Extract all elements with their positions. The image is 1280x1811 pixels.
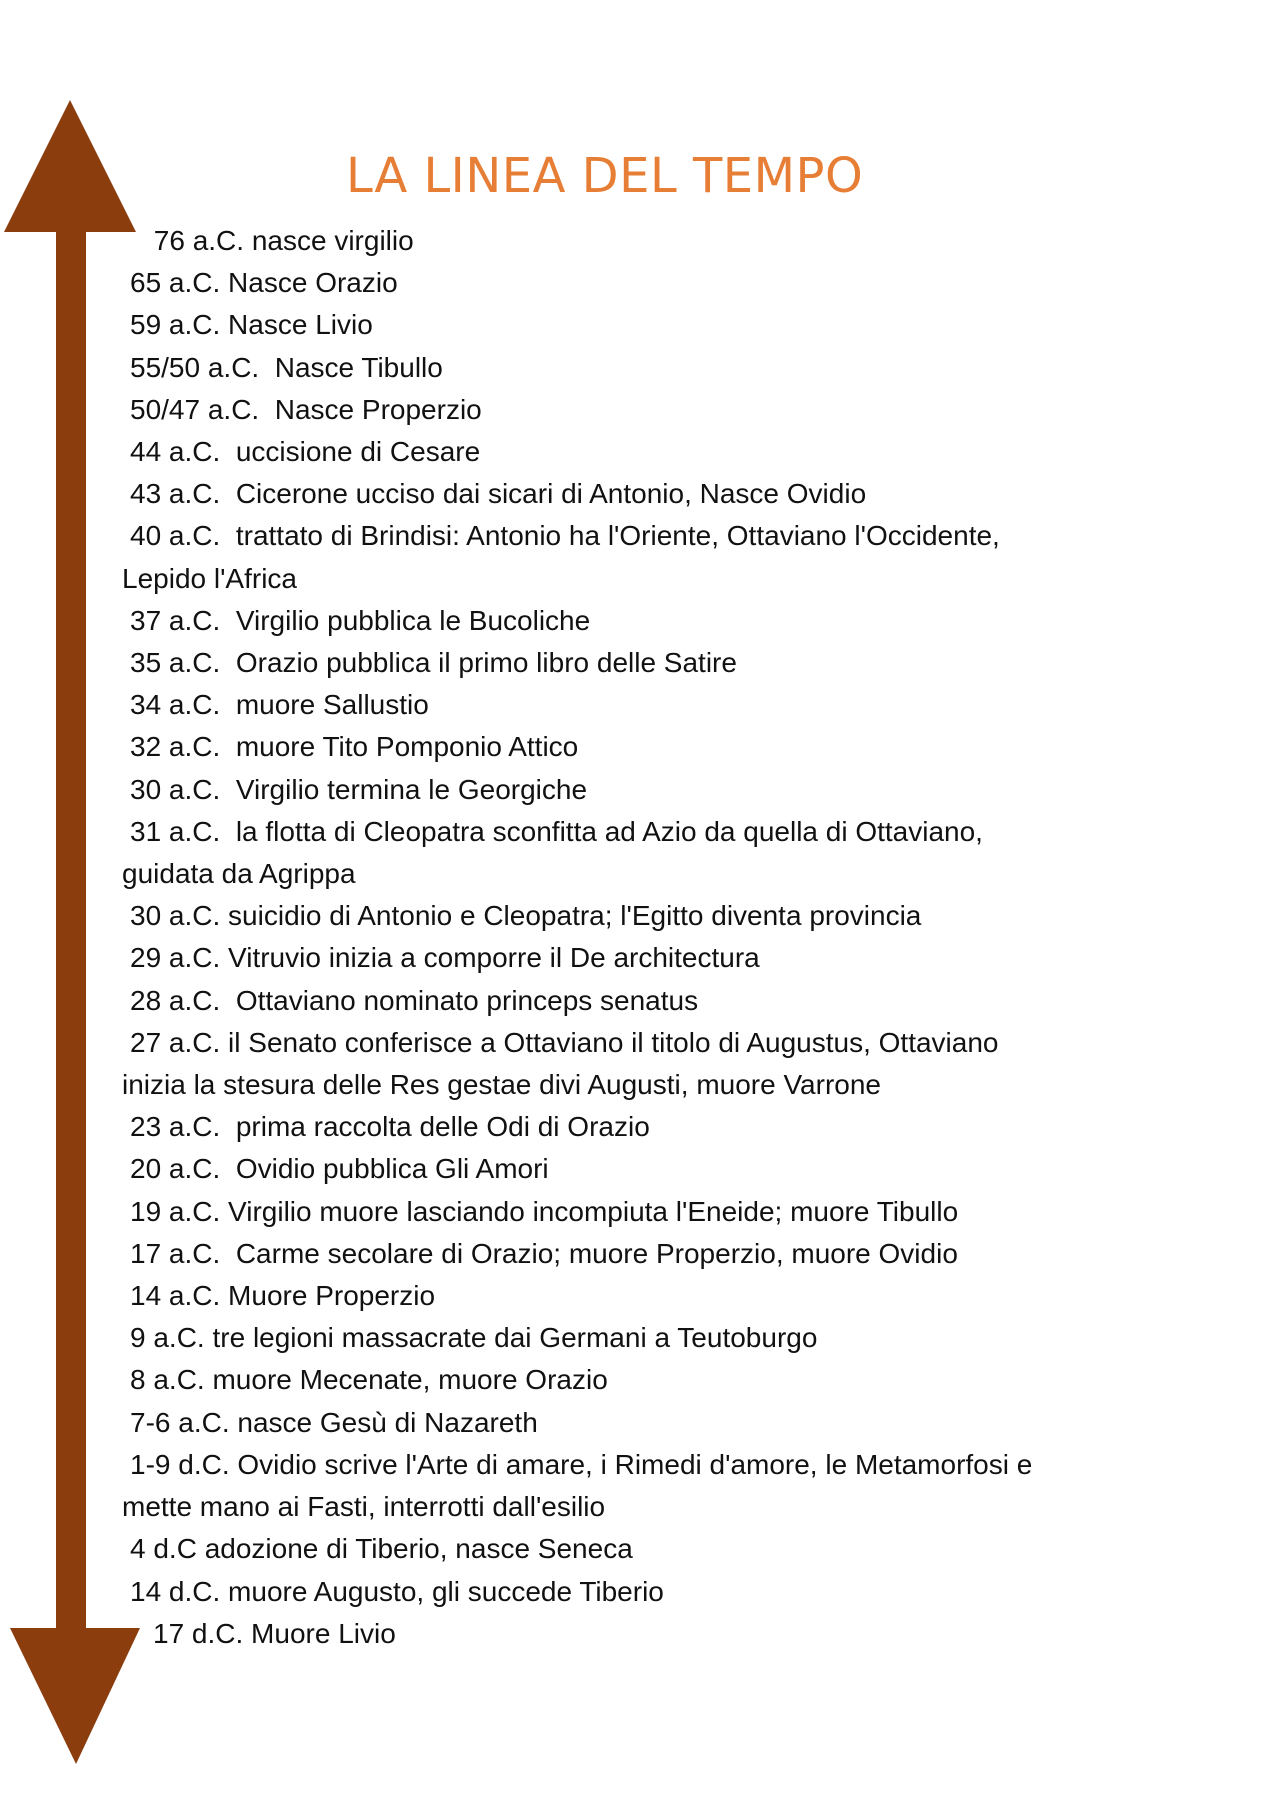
entry-line: 1-9 d.C. Ovidio scrive l'Arte di amare, i Rimedi d'amore, le Metamorfosi e [130,1448,1033,1480]
timeline-entry: 37 a.C. Virgilio pubblica le Bucoliche [130,604,591,636]
timeline-entry: 8 a.C. muore Mecenate, muore Orazio [130,1364,608,1396]
timeline-entry [122,515,1182,599]
timeline-entry: 30 a.C. Virgilio termina le Georgiche [130,773,588,805]
arrow-shaft [56,230,86,1634]
entry-line: 31 a.C. la flotta di Cleopatra sconfitta ad Azio da quella di Ottaviano, [130,815,983,847]
timeline-entry: 43 a.C. Cicerone ucciso dai sicari di Antonio, Nasce Ovidio [130,478,867,510]
timeline-entry [122,811,1182,895]
timeline-entry: 17 d.C. Muore Livio [153,1617,396,1649]
timeline-entry: 59 a.C. Nasce Livio [130,309,373,341]
timeline-entry: 44 a.C. uccisione di Cesare [130,436,481,468]
timeline-entry: 32 a.C. muore Tito Pomponio Attico [130,731,579,763]
timeline-entry: 50/47 a.C. Nasce Properzio [130,393,482,425]
timeline-entry: 7-6 a.C. nasce Gesù di Nazareth [130,1406,538,1438]
timeline-entry: 23 a.C. prima raccolta delle Odi di Orazio [130,1111,650,1143]
entry-continuation-line: inizia la stesura delle Res gestae divi Augusti, muore Varrone [122,1069,881,1101]
timeline-entry: 55/50 a.C. Nasce Tibullo [130,351,443,383]
timeline-list [122,220,1182,1655]
timeline-entry: 34 a.C. muore Sallustio [130,689,429,721]
entry-continuation-line: Lepido l'Africa [122,562,297,594]
timeline-entry: 30 a.C. suicidio di Antonio e Cleopatra; l'Egitto diventa provincia [130,900,922,932]
entry-line: 40 a.C. trattato di Brindisi: Antonio ha l'Oriente, Ottaviano l'Occidente, [130,520,1000,552]
timeline-entry: 14 a.C. Muore Properzio [130,1280,436,1312]
page-title: LA LINEA DEL TEMPO [346,148,864,204]
entry-continuation-line: guidata da Agrippa [122,858,356,890]
arrow-up-head [4,100,136,232]
entry-line: 27 a.C. il Senato conferisce a Ottaviano il titolo di Augustus, Ottaviano [130,1026,999,1058]
timeline-entry: 19 a.C. Virgilio muore lasciando incompiuta l'Eneide; muore Tibullo [130,1195,959,1227]
timeline-entry: 28 a.C. Ottaviano nominato princeps senatus [130,984,699,1016]
timeline-entry: 14 d.C. muore Augusto, gli succede Tiberio [130,1575,664,1607]
timeline-entry: 9 a.C. tre legioni massacrate dai Germani a Teutoburgo [130,1322,818,1354]
timeline-entry: 76 a.C. nasce virgilio [146,225,414,256]
timeline-entry: 17 a.C. Carme secolare di Orazio; muore Properzio, muore Ovidio [130,1237,958,1269]
timeline-entry: 65 a.C. Nasce Orazio [130,267,398,299]
timeline-entry: 29 a.C. Vitruvio inizia a comporre il De architectura [130,942,760,974]
entry-continuation-line: mette mano ai Fasti, interrotti dall'esilio [122,1491,606,1523]
timeline-entry: 4 d.C adozione di Tiberio, nasce Seneca [130,1533,633,1565]
timeline-entry: 20 a.C. Ovidio pubblica Gli Amori [130,1153,549,1185]
timeline-entry [122,1022,1182,1106]
timeline-entry [122,1444,1182,1528]
arrow-down-head [10,1628,140,1764]
timeline-entry: 35 a.C. Orazio pubblica il primo libro delle Satire [130,647,737,679]
